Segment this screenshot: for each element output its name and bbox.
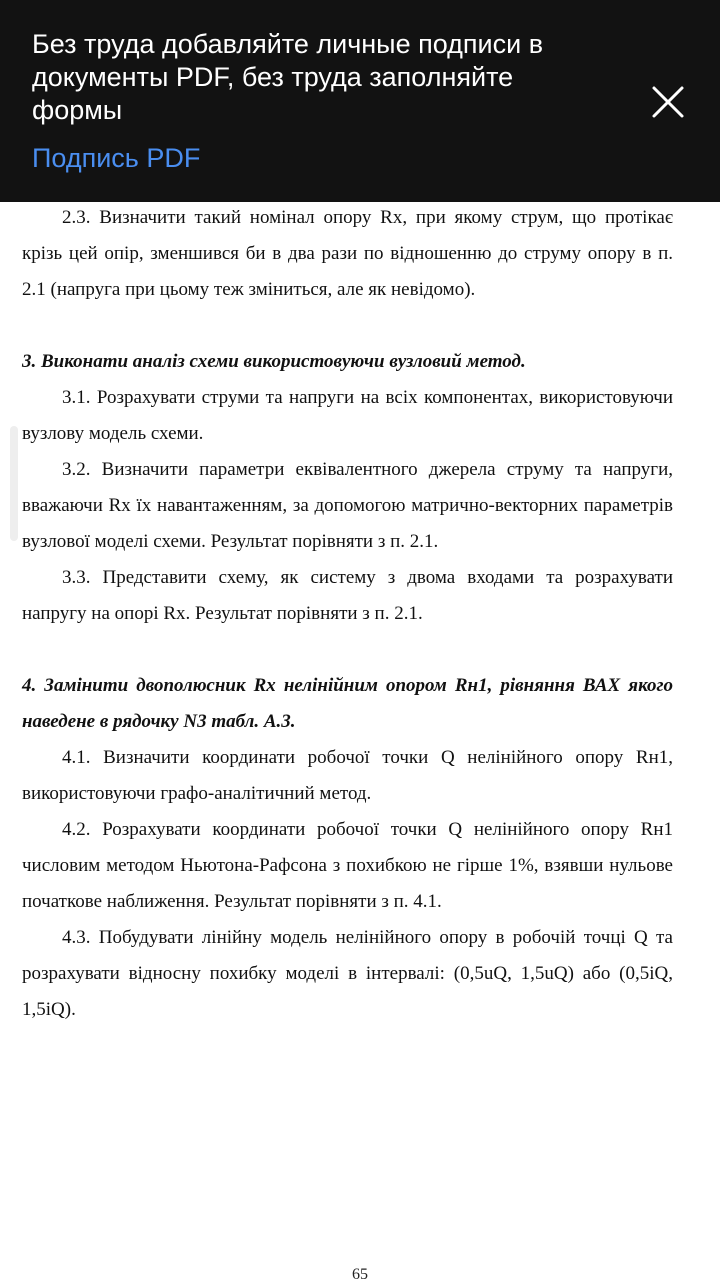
paragraph-2-3: 2.3. Визначити такий номінал опору Rx, при якому струм, що протікає крізь цей опір, зменшився би в два рази по відношенню до струму опору в п. 2.1 (напруга при цьому теж зміниться, але як невідомо). — [22, 207, 673, 300]
paragraph-4-3: 4.3. Побудувати лінійну модель нелінійного опору в робочій точці Q та розрахувати відносну похибку моделі в інтервалі: (0,5uQ, 1,5uQ) або (0,5iQ, 1,5iQ). — [22, 927, 673, 1020]
paragraph-4-1: 4.1. Визначити координати робочої точки Q нелінійного опору Rн1, використовуючи графо-аналітичний метод. — [22, 747, 673, 804]
scroll-thumb[interactable] — [10, 426, 18, 541]
paragraph-3-2: 3.2. Визначити параметри еквівалентного джерела струму та напруги, вважаючи Rx їх навантаженням, за допомогою матрично-векторних параметрів вузлової моделі схеми. Результат порівняти з п. 2.1. — [22, 459, 673, 552]
promo-banner — [0, 0, 720, 202]
close-icon — [646, 80, 690, 124]
sign-pdf-link[interactable]: Подпись PDF — [32, 143, 201, 173]
section-heading-4: 4. Замінити двополюсник Rx нелінійним опором Rн1, рівняння ВАХ якого наведене в рядочку N3 табл. А.3. — [22, 675, 673, 732]
close-banner-button[interactable] — [646, 80, 690, 124]
document-page — [22, 200, 673, 1028]
paragraph-3-3: 3.3. Представити схему, як систему з двома входами та розрахувати напругу на опорі Rx. Результат порівняти з п. 2.1. — [22, 567, 673, 624]
paragraph-4-2: 4.2. Розрахувати координати робочої точки Q нелінійного опору Rн1 числовим методом Ньютона-Рафсона з похибкою не гірше 1%, взявши нульове початкове наближення. Результат порівняти з п. 4.1. — [22, 819, 673, 912]
page-number-bottom: 65 — [352, 1266, 368, 1283]
banner-message: Без труда добавляйте личные подписи в документы PDF, без труда заполняйте формы — [32, 29, 544, 125]
section-heading-3: 3. Виконати аналіз схеми використовуючи вузловий метод. — [22, 351, 526, 372]
paragraph-3-1: 3.1. Розрахувати струми та напруги на всіх компонентах, використовуючи вузлову модель схеми. — [22, 387, 673, 444]
